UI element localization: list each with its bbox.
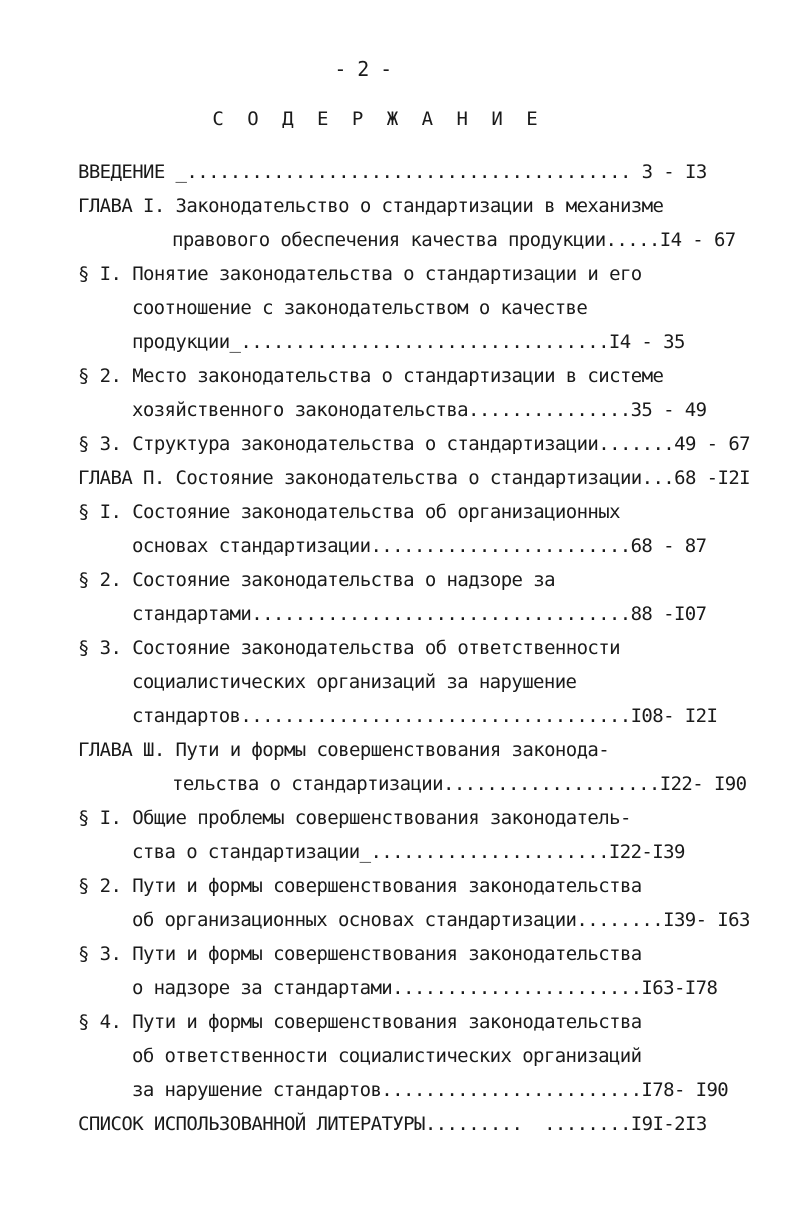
toc-line: стандартов....................................I08- I2I [132, 705, 718, 727]
toc-line: об ответственности социалистических организаций [132, 1045, 642, 1067]
toc-line: основах стандартизации........................68 - 87 [132, 535, 707, 557]
toc-line: об организационных основах стандартизации........I39- I63 [132, 909, 750, 931]
toc-line: о надзоре за стандартами.......................I63-I78 [132, 977, 718, 999]
toc-line: § 3. Состояние законодательства об ответственности [78, 637, 620, 659]
toc-line: ГЛАВА Ш. Пути и формы совершенствования законода- [78, 739, 610, 761]
toc-line: ВВЕДЕНИЕ _......................................... 3 - I3 [78, 161, 707, 183]
toc-line: тельства о стандартизации....................I22- I90 [172, 773, 747, 795]
toc-line: § I. Понятие законодательства о стандартизации и его [78, 263, 642, 285]
toc-line: § I. Состояние законодательства об организационных [78, 501, 620, 523]
toc-line: § 2. Пути и формы совершенствования законодательства [78, 875, 642, 897]
toc-line: СПИСОК ИСПОЛЬЗОВАННОЙ ЛИТЕРАТУРЫ......... ........I9I-2I3 [78, 1113, 707, 1135]
toc-line: § I. Общие проблемы совершенствования законодатель- [78, 807, 631, 829]
toc-line: § 3. Пути и формы совершенствования законодательства [78, 943, 642, 965]
toc-line: продукции_..................................I4 - 35 [132, 331, 685, 353]
toc-line: ства о стандартизации_......................I22-I39 [132, 841, 685, 863]
toc-line: ГЛАВА I. Законодательство о стандартизации в механизме [78, 195, 664, 217]
toc-line: правового обеспечения качества продукции.....I4 - 67 [172, 229, 736, 251]
toc-line: соотношение с законодательством о качестве [132, 297, 588, 319]
contents-heading: С О Д Е Р Ж А Н И Е [212, 108, 544, 130]
toc-line: ГЛАВА П. Состояние законодательства о стандартизации...68 -I2I [78, 467, 751, 489]
toc-line: § 2. Место законодательства о стандартизации в системе [78, 365, 664, 387]
toc-line: хозяйственного законодательства...............35 - 49 [132, 399, 707, 421]
toc-line: § 2. Состояние законодательства о надзоре за [78, 569, 555, 591]
toc-line: § 4. Пути и формы совершенствования законодательства [78, 1011, 642, 1033]
toc-line: § 3. Структура законодательства о стандартизации.......49 - 67 [78, 433, 751, 455]
toc-line: стандартами...................................88 -I07 [132, 603, 707, 625]
page-number: - 2 - [334, 57, 392, 81]
toc-line: за нарушение стандартов........................I78- I90 [132, 1079, 729, 1101]
toc-line: социалистических организаций за нарушение [132, 671, 577, 693]
